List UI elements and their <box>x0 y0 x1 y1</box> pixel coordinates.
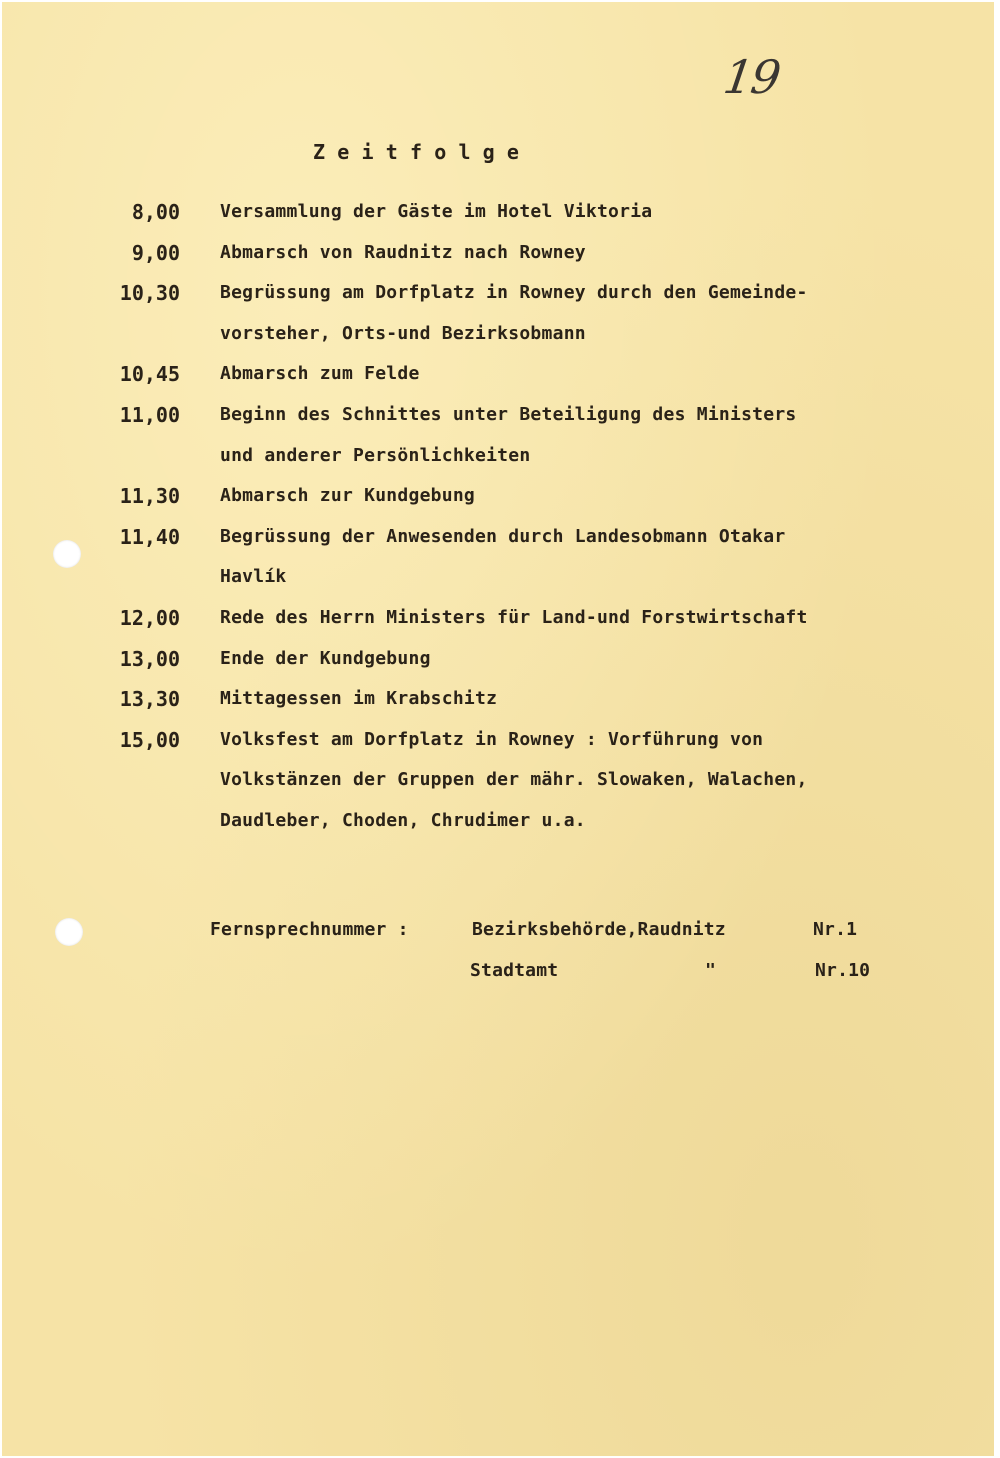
schedule-description: Abmarsch zum Felde <box>220 363 420 385</box>
phone-label: Fernsprechnummer : <box>210 919 409 940</box>
schedule-time: 8,00 <box>131 200 180 224</box>
schedule-description: und anderer Persönlichkeiten <box>220 444 531 466</box>
document-heading: Zeitfolge <box>313 140 532 164</box>
schedule-time: 10,30 <box>119 281 180 306</box>
schedule-time: 11,40 <box>119 524 180 549</box>
phone-office: Stadtamt <box>470 960 559 981</box>
schedule-description: Volksfest am Dorfplatz in Rowney : Vorführung von <box>220 728 764 750</box>
schedule-description: Abmarsch von Raudnitz nach Rowney <box>220 241 586 263</box>
ditto-mark: " <box>705 960 717 981</box>
schedule-description: Beginn des Schnittes unter Beteiligung des Ministers <box>220 404 797 425</box>
schedule-description: Abmarsch zur Kundgebung <box>220 485 475 507</box>
schedule-time: 10,45 <box>119 362 180 387</box>
page-edge <box>994 0 1000 1458</box>
schedule-time: 13,30 <box>119 687 180 712</box>
schedule-description: Versammlung der Gäste im Hotel Viktoria <box>220 201 653 222</box>
schedule-description: Mittagessen im Krabschitz <box>220 688 498 710</box>
handwritten-page-number: 19 <box>720 50 783 104</box>
schedule-time: 9,00 <box>131 240 180 265</box>
schedule-description: vorsteher, Orts-und Bezirksobmann <box>220 322 586 344</box>
phone-office: Bezirksbehörde,Raudnitz <box>472 919 726 940</box>
schedule-description: Begrüssung der Anwesenden durch Landesobmann Otakar <box>220 525 786 547</box>
schedule-description: Begrüssung am Dorfplatz in Rowney durch den Gemeinde- <box>220 282 808 304</box>
schedule-description: Daudleber, Choden, Chrudimer u.a. <box>220 810 586 831</box>
schedule-time: 13,00 <box>119 646 180 671</box>
schedule-time: 15,00 <box>119 727 180 752</box>
schedule-time: 12,00 <box>119 606 180 630</box>
phone-number: Nr.10 <box>815 960 871 981</box>
punch-hole-bottom <box>55 918 83 946</box>
schedule-time: 11,30 <box>119 484 180 509</box>
schedule-time: 11,00 <box>119 403 180 427</box>
phone-number: Nr.1 <box>813 919 858 940</box>
schedule-description: Rede des Herrn Ministers für Land-und Forstwirtschaft <box>220 607 808 628</box>
schedule-description: Havlík <box>220 566 287 588</box>
schedule-description: Ende der Kundgebung <box>220 647 431 669</box>
schedule-description: Volkstänzen der Gruppen der mähr. Slowaken, Walachen, <box>220 769 808 791</box>
